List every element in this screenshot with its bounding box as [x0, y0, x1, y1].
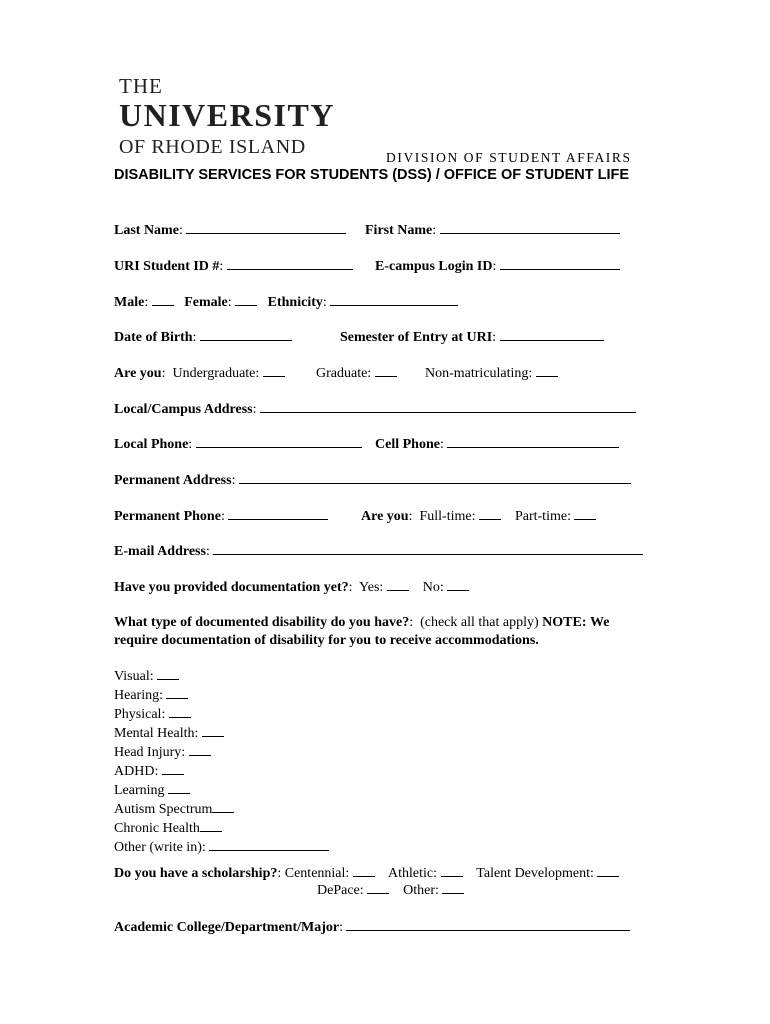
dob-field[interactable] — [200, 328, 292, 341]
cell-phone-group: Cell Phone: — [375, 435, 619, 454]
non-matriculating-field[interactable] — [536, 364, 558, 377]
enrollment-group: Are you: Full-time: Part-time: — [361, 507, 596, 526]
last-name-field[interactable] — [186, 221, 346, 234]
logo-the: THE — [119, 74, 163, 98]
hearing-field[interactable] — [166, 686, 188, 699]
local-address-field[interactable] — [260, 400, 636, 413]
local-phone-label: Local Phone — [114, 437, 189, 452]
permanent-address-field[interactable] — [239, 471, 631, 484]
athletic-field[interactable] — [441, 864, 463, 877]
depace-label: DePace: — [317, 883, 364, 898]
part-time-label: Part-time: — [514, 509, 571, 524]
disability-item-autism: Autism Spectrum — [114, 800, 329, 819]
id-row: URI Student ID #: — [114, 257, 353, 276]
undergraduate-label: Undergraduate: — [172, 366, 260, 381]
head-injury-field[interactable] — [189, 743, 211, 756]
talent-label: Talent Development: — [476, 866, 594, 881]
ecampus-login-label: E-campus Login ID — [375, 259, 493, 274]
scholarship-row-2 — [317, 881, 464, 900]
disability-item-chronic-health: Chronic Health — [114, 819, 329, 838]
scholarship-question: Do you have a scholarship? — [114, 866, 278, 881]
note-text-2: require documentation of disability for you to receive accommodations. — [114, 633, 539, 648]
disability-question: What type of documented disability do you have? — [114, 615, 410, 630]
email-label: E-mail Address — [114, 544, 206, 559]
permanent-address-label: Permanent Address — [114, 473, 232, 488]
other-scholarship-field[interactable] — [442, 881, 464, 894]
gender-row: Male: Female: Ethnicity: — [114, 293, 458, 312]
disability-list — [114, 667, 329, 857]
dob-label: Date of Birth — [114, 330, 193, 345]
documentation-question: Have you provided documentation yet? — [114, 580, 349, 595]
first-name-label: First Name — [365, 223, 433, 238]
name-row: Last Name: — [114, 221, 346, 240]
other-disability-field[interactable] — [209, 838, 329, 851]
part-time-field[interactable] — [574, 507, 596, 520]
physical-field[interactable] — [169, 705, 191, 718]
note-label: NOTE: — [542, 615, 587, 630]
disability-question-row: What type of documented disability do you have?: (check all that apply) NOTE: We — [114, 615, 610, 630]
disability-item-learning: Learning — [114, 781, 329, 800]
permanent-address-row: Permanent Address: — [114, 471, 631, 490]
disability-item-mental-health: Mental Health: — [114, 724, 329, 743]
status-row: Are you: Undergraduate: — [114, 364, 285, 383]
first-name-field[interactable] — [440, 221, 620, 234]
full-time-field[interactable] — [479, 507, 501, 520]
graduate-field[interactable] — [375, 364, 397, 377]
visual-field[interactable] — [157, 667, 179, 680]
note-text-1: We — [590, 615, 610, 630]
cell-phone-label: Cell Phone — [375, 437, 440, 452]
uri-logo — [119, 76, 335, 157]
last-name-label: Last Name — [114, 223, 179, 238]
autism-field[interactable] — [212, 800, 234, 813]
student-id-label: URI Student ID # — [114, 259, 220, 274]
dob-row: Date of Birth: — [114, 328, 292, 347]
ethnicity-label: Ethnicity — [267, 295, 323, 310]
phone-row: Local Phone: — [114, 435, 362, 454]
centennial-label: Centennial: — [284, 866, 350, 881]
dss-title: DISABILITY SERVICES FOR STUDENTS (DSS) / OFFICE OF STUDENT LIFE — [114, 167, 630, 183]
male-field[interactable] — [152, 293, 174, 306]
disability-item-visual: Visual: — [114, 667, 329, 686]
email-row: E-mail Address: — [114, 542, 643, 561]
local-address-row: Local/Campus Address: — [114, 400, 636, 419]
disability-item-adhd: ADHD: — [114, 762, 329, 781]
depace-field[interactable] — [367, 881, 389, 894]
local-address-label: Local/Campus Address — [114, 402, 253, 417]
local-phone-field[interactable] — [196, 435, 362, 448]
scholarship-row: Do you have a scholarship?: Centennial: Athletic: Talent Development: — [114, 864, 619, 883]
talent-field[interactable] — [597, 864, 619, 877]
disability-item-other: Other (write in): — [114, 838, 329, 857]
disability-item-physical: Physical: — [114, 705, 329, 724]
no-label: No: — [422, 580, 444, 595]
academic-row: Academic College/Department/Major: — [114, 918, 630, 937]
ethnicity-field[interactable] — [330, 293, 458, 306]
are-you-2-label: Are you — [361, 509, 409, 524]
yes-field[interactable] — [387, 578, 409, 591]
student-id-field[interactable] — [227, 257, 353, 270]
undergraduate-field[interactable] — [263, 364, 285, 377]
disability-hint: (check all that apply) — [420, 615, 539, 630]
yes-label: Yes: — [359, 580, 384, 595]
other-scholarship-label: Other: — [403, 883, 439, 898]
semester-entry-field[interactable] — [500, 328, 604, 341]
graduate-label: Graduate: — [316, 366, 372, 381]
semester-entry-label: Semester of Entry at URI — [340, 330, 493, 345]
non-matriculating-label: Non-matriculating: — [425, 366, 533, 381]
documentation-row: Have you provided documentation yet?: Yes: No: — [114, 578, 469, 597]
adhd-field[interactable] — [162, 762, 184, 775]
first-name-group: First Name: — [365, 221, 620, 240]
academic-label: Academic College/Department/Major — [114, 920, 340, 935]
full-time-label: Full-time: — [419, 509, 476, 524]
male-label: Male — [114, 295, 145, 310]
are-you-label: Are you — [114, 366, 162, 381]
centennial-field[interactable] — [353, 864, 375, 877]
division-title: DIVISION OF STUDENT AFFAIRS — [386, 150, 632, 165]
semester-group: Semester of Entry at URI: — [340, 328, 604, 347]
permanent-phone-field[interactable] — [228, 507, 328, 520]
graduate-group — [316, 364, 397, 383]
permanent-phone-label: Permanent Phone — [114, 509, 221, 524]
mental-health-field[interactable] — [202, 724, 224, 737]
disability-item-head-injury: Head Injury: — [114, 743, 329, 762]
cell-phone-field[interactable] — [447, 435, 619, 448]
athletic-label: Athletic: — [388, 866, 438, 881]
academic-field[interactable] — [346, 918, 630, 931]
non-matriculating-group — [425, 364, 558, 383]
disability-item-hearing: Hearing: — [114, 686, 329, 705]
email-field[interactable] — [213, 542, 643, 555]
chronic-health-field[interactable] — [200, 819, 222, 832]
ecampus-group: E-campus Login ID: — [375, 257, 620, 276]
female-field[interactable] — [235, 293, 257, 306]
logo-of-rhode-island: OF RHODE ISLAND — [119, 136, 306, 158]
logo-university: UNIVERSITY — [119, 97, 335, 133]
no-field[interactable] — [447, 578, 469, 591]
ecampus-login-field[interactable] — [500, 257, 620, 270]
learning-field[interactable] — [168, 781, 190, 794]
female-label: Female — [184, 295, 228, 310]
permanent-phone-row: Permanent Phone: — [114, 507, 328, 526]
